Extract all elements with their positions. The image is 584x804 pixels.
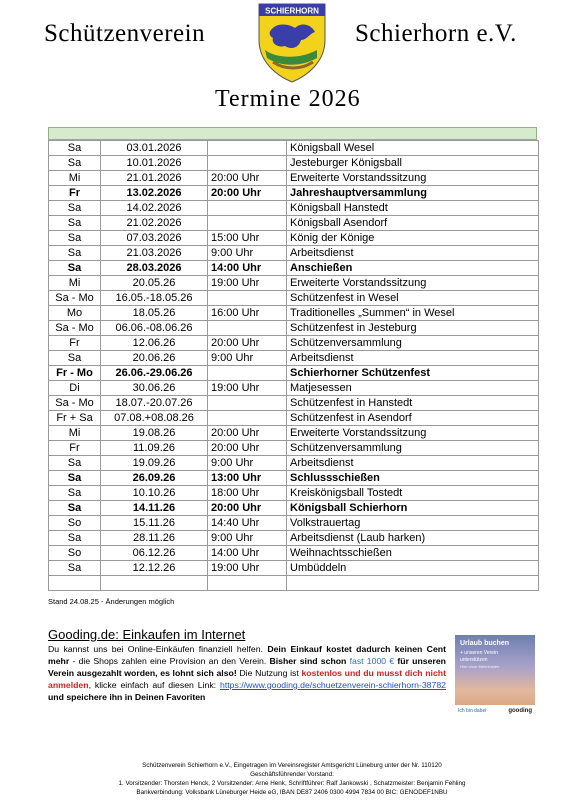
cell-date: 13.02.2026 [101,186,208,201]
table-row [49,426,539,441]
cell-day: Fr [49,336,101,351]
cell-date: 12.06.26 [101,336,208,351]
page-title: Termine 2026 [215,86,361,112]
cell-event: Schützenfest in Asendorf [287,411,539,426]
cell-day: Mi [49,171,101,186]
cell-date: 26.06.-29.06.26 [101,366,208,381]
gooding-text-7: Die Nutzung ist [236,668,302,678]
gooding-heading: Gooding.de: Einkaufen im Internet [48,627,246,642]
cell-date: 14.02.2026 [101,201,208,216]
cell-time: 19:00 Uhr [208,276,287,291]
cell-time: 20:00 Uhr [208,501,287,516]
cell-time: 20:00 Uhr [208,171,287,186]
table-row [49,516,539,531]
table-row [49,396,539,411]
table-row [49,276,539,291]
cell-day: Fr [49,441,101,456]
table-row [49,411,539,426]
ad-headline: Urlaub buchen [460,640,510,647]
cell-date: 18.05.26 [101,306,208,321]
table-row [49,441,539,456]
cell-time: 14:00 Uhr [208,261,287,276]
table-row [49,381,539,396]
cell-event: Erweiterte Vorstandssitzung [287,426,539,441]
cell-time: 14:40 Uhr [208,516,287,531]
table-row [49,456,539,471]
page-footer [0,761,584,797]
cell-date: 10.10.26 [101,486,208,501]
table-row [49,561,539,576]
cell-event: Arbeitsdienst (Laub harken) [287,531,539,546]
cell-day: Sa [49,141,101,156]
cell-date: 20.06.26 [101,351,208,366]
cell-event: Schützenversammlung [287,336,539,351]
cell-time: 16:00 Uhr [208,306,287,321]
table-row [49,321,539,336]
table-row [49,216,539,231]
gooding-amount: fast 1000 € [349,656,395,666]
table-row [49,336,539,351]
cell-date: 11.09.26 [101,441,208,456]
table-row [49,246,539,261]
cell-event: Matjesessen [287,381,539,396]
cell-time: 20:00 Uhr [208,336,287,351]
cell-date: 30.06.26 [101,381,208,396]
table-row [49,366,539,381]
gooding-logo: gooding [508,708,532,714]
cell-date: 12.12.26 [101,561,208,576]
cell-event: Schützenversammlung [287,441,539,456]
stand-note: Stand 24.08.25 - Änderungen möglich [48,597,175,606]
club-name-left: Schützenverein [44,20,206,47]
cell-event: Schierhorner Schützenfest [287,366,539,381]
cell-time: 19:00 Uhr [208,381,287,396]
cell-event: Weihnachtsschießen [287,546,539,561]
cell-event: Erweiterte Vorstandssitzung [287,171,539,186]
crest-label: SCHIERHORN [265,6,319,16]
gooding-text-6: für unseren Verein ausgezahlt worden, es lohnt sich also! [48,656,446,678]
cell-day: Sa [49,531,101,546]
gooding-text-9: , klicke einfach auf diesen Link: [88,680,220,690]
cell-time: 18:00 Uhr [208,486,287,501]
gooding-text-10: und speichere ihn in Deinen Favoriten [48,692,206,702]
cell-day: Sa - Mo [49,396,101,411]
table-row [49,306,539,321]
cell-time [208,141,287,156]
cell-event: Schlussschießen [287,471,539,486]
cell-day [49,576,101,591]
ad-line-2: + unseren Verein [460,650,498,656]
cell-date: 14.11.26 [101,501,208,516]
gooding-paragraph [48,643,446,703]
cell-event: Arbeitsdienst [287,456,539,471]
cell-date: 28.11.26 [101,531,208,546]
cell-day: Sa [49,351,101,366]
cell-time [208,366,287,381]
table-header-bar [48,127,537,140]
footer-line-1: Schützenverein Schierhorn e.V., Eingetragen im Vereinsregister Amtsgericht Lüneburg unter der Nr. 110120 [142,762,442,769]
table-row [49,471,539,486]
cell-event: Umbüddeln [287,561,539,576]
cell-date: 19.08.26 [101,426,208,441]
table-row [49,156,539,171]
cell-event: Anschießen [287,261,539,276]
cell-date [101,576,208,591]
cell-day: Sa [49,156,101,171]
table-row [49,201,539,216]
cell-event: Königsball Schierhorn [287,501,539,516]
cell-date: 07.03.2026 [101,231,208,246]
cell-time [208,321,287,336]
cell-event: Kreiskönigsball Tostedt [287,486,539,501]
cell-date: 21.01.2026 [101,171,208,186]
cell-day: Sa [49,201,101,216]
cell-day: Sa - Mo [49,291,101,306]
table-row [49,231,539,246]
cell-event: Arbeitsdienst [287,246,539,261]
cell-day: Sa [49,261,101,276]
cell-time: 20:00 Uhr [208,441,287,456]
cell-day: Sa [49,231,101,246]
cell-time: 20:00 Uhr [208,186,287,201]
cell-event: Volkstrauertag [287,516,539,531]
cell-day: Fr - Mo [49,366,101,381]
cell-event: Königsball Asendorf [287,216,539,231]
cell-time: 13:00 Uhr [208,471,287,486]
cell-event: Arbeitsdienst [287,351,539,366]
cell-date: 03.01.2026 [101,141,208,156]
gooding-text-4: Bisher sind schon [269,656,350,666]
cell-time [208,216,287,231]
table-row [49,531,539,546]
cell-time: 15:00 Uhr [208,231,287,246]
footer-line-4: Bankverbindung: Volksbank Lüneburger Heide eG, IBAN DE87 2406 0300 4994 7834 00 BIC: GENODEF1NBU [136,789,448,796]
gooding-ad-banner[interactable] [455,635,535,715]
cell-date: 20.05.26 [101,276,208,291]
gooding-text-1: Du kannst uns bei Online-Einkäufen finanziell helfen. [48,644,268,654]
cell-event: Schützenfest in Hanstedt [287,396,539,411]
club-crest-icon [255,0,329,84]
cell-day: Sa [49,486,101,501]
cell-time [208,576,287,591]
cell-day: So [49,546,101,561]
table-row [49,486,539,501]
cell-event: Schützenfest in Jesteburg [287,321,539,336]
cell-day: Sa [49,561,101,576]
footer-line-2: Geschäftsführender Vorstand: [250,771,334,778]
cell-event: Erweiterte Vorstandssitzung [287,276,539,291]
cell-time [208,201,287,216]
cell-date: 06.12.26 [101,546,208,561]
cell-time [208,291,287,306]
table-row [49,501,539,516]
gooding-text-3: - die Shops zahlen eine Provision an den Verein. [69,656,270,666]
cell-time: 9:00 Uhr [208,531,287,546]
cell-date: 10.01.2026 [101,156,208,171]
cell-time: 20:00 Uhr [208,426,287,441]
cell-day: Sa [49,501,101,516]
cell-day: Mi [49,426,101,441]
cell-event [287,576,539,591]
cell-event: König der Könige [287,231,539,246]
cell-time: 14:00 Uhr [208,546,287,561]
cell-time: 9:00 Uhr [208,351,287,366]
table-row [49,291,539,306]
cell-date: 21.03.2026 [101,246,208,261]
cell-date: 26.09.26 [101,471,208,486]
cell-event: Schützenfest in Wesel [287,291,539,306]
cell-date: 07.08.+08.08.26 [101,411,208,426]
cell-day: Sa [49,471,101,486]
cell-event: Jesteburger Königsball [287,156,539,171]
gooding-free-note: kostenlos und du musst dich nicht anmelden [48,668,446,690]
gooding-text-2: Dein Einkauf kostet dadurch keinen Cent mehr [48,644,446,666]
cell-time: 9:00 Uhr [208,246,287,261]
cell-event: Königsball Hanstedt [287,201,539,216]
cell-day: Fr + Sa [49,411,101,426]
cell-date: 06.06.-08.06.26 [101,321,208,336]
cell-time [208,396,287,411]
cell-time [208,411,287,426]
table-row [49,171,539,186]
cell-event: Jahreshauptversammlung [287,186,539,201]
cell-time [208,156,287,171]
cell-day: Fr [49,186,101,201]
ad-line-4: Hier ohne Mehrkosten [460,664,500,669]
cell-date: 21.02.2026 [101,216,208,231]
cell-time: 9:00 Uhr [208,456,287,471]
cell-date: 15.11.26 [101,516,208,531]
cell-event: Königsball Wesel [287,141,539,156]
cell-date: 19.09.26 [101,456,208,471]
club-name-right: Schierhorn e.V. [355,20,517,47]
cell-day: Sa - Mo [49,321,101,336]
cell-day: Sa [49,216,101,231]
table-row [49,576,539,591]
cell-day: Mo [49,306,101,321]
cell-date: 28.03.2026 [101,261,208,276]
cell-day: Sa [49,456,101,471]
footer-line-3: 1. Vorsitzender: Thorsten Henck, 2 Vorsitzender: Arne Henk, Schriftführer: Ralf Jankowski , Schatzmeister: Benjamin Fehling [118,780,466,787]
cell-time: 19:00 Uhr [208,561,287,576]
table-row [49,186,539,201]
schedule-table [48,140,539,591]
cell-day: Di [49,381,101,396]
cell-date: 18.07.-20.07.26 [101,396,208,411]
cell-event: Traditionelles „Summen“ in Wesel [287,306,539,321]
table-row [49,261,539,276]
gooding-link[interactable]: https://www.gooding.de/schuetzenverein-schierhorn-38782 [219,680,446,690]
cell-day: Mi [49,276,101,291]
table-row [49,546,539,561]
ad-footer-left: Ich bin dabei [458,708,487,714]
ad-line-3: unterstützen [460,657,488,663]
table-row [49,141,539,156]
cell-day: Sa [49,246,101,261]
cell-day: So [49,516,101,531]
table-row [49,351,539,366]
cell-date: 16.05.-18.05.26 [101,291,208,306]
